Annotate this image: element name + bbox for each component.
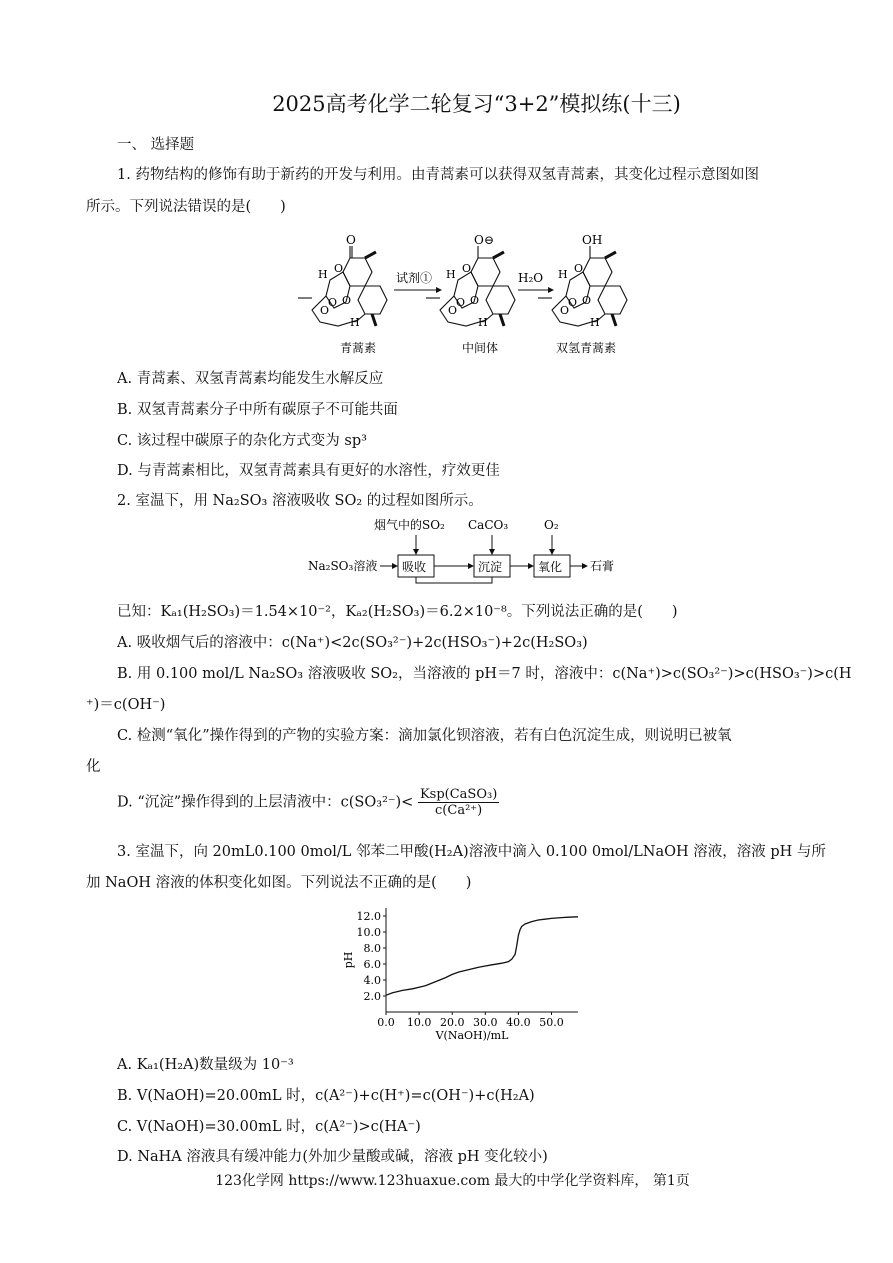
q1-stem-line1: 1. 药物结构的修饰有助于新药的开发与利用。由青蒿素可以获得双氢青蒿素，其变化过程示意图如图: [117, 167, 759, 183]
q2-option-c-line1: C. 检测“氧化”操作得到的产物的实验方案：滴加氯化钡溶液，若有白色沉淀生成，则说明已被氧: [117, 728, 732, 744]
ksp-fraction: [418, 787, 499, 818]
flow-start-label: Na₂SO₃溶液: [308, 559, 378, 573]
q2-option-b-line1: B. 用 0.100 mol/L Na₂SO₃ 溶液吸收 SO₂，当溶液的 pH＝7 时，溶液中：c(Na⁺)>c(SO₃²⁻)>c(HSO₃⁻)>c(H: [117, 666, 852, 682]
flow-box3-label: 氧化: [538, 560, 563, 574]
ring-h-3: H: [558, 268, 568, 281]
y-tick-label: 2.0: [363, 990, 381, 1003]
q2-option-d-prefix: D. “沉淀”操作得到的上层清液中：c(SO₃²⁻)<: [117, 794, 414, 811]
page-footer: 123化学网 https://www.123huaxue.com 最大的中学化学资料库， 第1页: [215, 1173, 690, 1189]
flow-input3: O₂: [544, 518, 559, 532]
peroxide-o-3b: O: [582, 294, 592, 307]
peroxide-o-2b: O: [470, 294, 480, 307]
x-tick-label: 30.0: [473, 1016, 498, 1029]
x-axis-label: V(NaOH)/mL: [435, 1029, 509, 1042]
y-tick-label: 6.0: [363, 958, 381, 971]
peroxide-o-1c: O: [320, 304, 330, 317]
flow-box1-label: 吸收: [402, 560, 427, 574]
q1-option-b: B. 双氢青蒿素分子中所有碳原子不可能共面: [117, 402, 398, 418]
ph-curve: [386, 917, 578, 995]
ring-o-2: O: [462, 262, 472, 275]
q3-option-c: C. V(NaOH)=30.00mL 时，c(A²⁻)>c(HA⁻): [117, 1119, 421, 1135]
flow-input2: CaCO₃: [468, 518, 509, 532]
dihydroartemisinin-structure: [538, 246, 627, 326]
x-tick-label: 20.0: [439, 1016, 465, 1029]
flow-input1: 烟气中的SO₂: [374, 518, 445, 532]
flow-box2-label: 沉淀: [478, 560, 503, 574]
page-title: 2025高考化学二轮复习“3+2”模拟练(十三): [272, 92, 681, 116]
ring-o-3: O: [574, 262, 584, 275]
q1-reaction-scheme: [290, 222, 640, 360]
q2-option-c-line2: 化: [86, 759, 101, 775]
ring-h-1: H: [318, 268, 328, 281]
intermediate-structure: [426, 246, 515, 326]
ksp-numerator: Ksp(CaSO₃): [419, 787, 498, 802]
y-tick-label: 4.0: [363, 974, 381, 987]
peroxide-o-2c: O: [448, 304, 458, 317]
q2-stem: 2. 室温下，用 Na₂SO₃ 溶液吸收 SO₂ 的过程如图所示。: [117, 493, 483, 509]
q2-known: 已知：Kₐ₁(H₂SO₃)＝1.54×10⁻²，Kₐ₂(H₂SO₃)＝6.2×10⁻⁸。下列说法正确的是( ): [117, 604, 678, 620]
flow-end-label: 石膏: [590, 559, 615, 573]
q2-option-d: [117, 787, 499, 818]
ring-h-2: H: [446, 268, 456, 281]
q3-titration-chart: [338, 900, 588, 1042]
peroxide-o-3c: O: [560, 304, 570, 317]
q2-option-a: A. 吸收烟气后的溶液中：c(Na⁺)<2c(SO₃²⁻)+2c(HSO₃⁻)+2c(H₂SO₃): [117, 635, 588, 651]
q3-stem-line2: 加 NaOH 溶液的体积变化如图。下列说法不正确的是( ): [86, 875, 472, 891]
y-tick-label: 10.0: [356, 926, 381, 939]
q3-stem-line1: 3. 室温下，向 20mL0.100 0mol/L 邻苯二甲酸(H₂A)溶液中滴入 0.100 0mol/LNaOH 溶液，溶液 pH 与所: [117, 844, 826, 860]
q1-stem-line2: 所示。下列说法错误的是( ): [86, 199, 286, 215]
peroxide-o-1b: O: [342, 294, 352, 307]
q2-option-b-line2: ⁺)＝c(OH⁻): [86, 697, 166, 713]
section-heading: 一、 选择题: [117, 137, 195, 153]
oxyanion-1: O⊖: [474, 233, 494, 247]
hydroxyl-label: OH: [582, 233, 603, 247]
x-tick-label: 50.0: [539, 1016, 564, 1029]
y-tick-label: 12.0: [356, 910, 381, 923]
y-axis-label: pH: [342, 951, 355, 969]
x-tick-label: 40.0: [506, 1016, 531, 1029]
q2-flow-diagram: [300, 515, 640, 585]
ksp-denominator: c(Ca²⁺): [435, 803, 483, 818]
label-intermediate: 中间体: [462, 341, 499, 355]
ring-h-2b: H: [478, 316, 488, 329]
carbonyl-o-1: O: [346, 233, 356, 247]
water-label: H₂O: [518, 271, 544, 285]
peroxide-o-1a: O: [328, 296, 338, 309]
reagent-label: 试剂①: [396, 271, 433, 285]
peroxide-o-3a: O: [568, 296, 578, 309]
q1-option-c: C. 该过程中碳原子的杂化方式变为 sp³: [117, 433, 367, 449]
ring-h-1b: H: [350, 316, 360, 329]
label-dihydroartemisinin: 双氢青蒿素: [556, 341, 617, 355]
artemisinin-structure: [298, 246, 387, 326]
y-tick-label: 8.0: [363, 942, 381, 955]
label-artemisinin: 青蒿素: [340, 341, 377, 355]
ring-h-3b: H: [590, 316, 600, 329]
x-tick-label: 0.0: [377, 1016, 395, 1029]
q3-option-b: B. V(NaOH)=20.00mL 时，c(A²⁻)+c(H⁺)=c(OH⁻)+c(H₂A): [117, 1088, 535, 1104]
ring-o-1: O: [334, 262, 344, 275]
x-tick-label: 10.0: [406, 1016, 432, 1029]
q3-option-d: D. NaHA 溶液具有缓冲能力(外加少量酸或碱，溶液 pH 变化较小): [117, 1149, 548, 1165]
peroxide-o-2a: O: [456, 296, 466, 309]
q3-option-a: A. Kₐ₁(H₂A)数量级为 10⁻³: [117, 1057, 294, 1073]
q1-option-d: D. 与青蒿素相比，双氢青蒿素具有更好的水溶性，疗效更佳: [117, 463, 500, 479]
q1-option-a: A. 青蒿素、双氢青蒿素均能发生水解反应: [117, 371, 384, 387]
